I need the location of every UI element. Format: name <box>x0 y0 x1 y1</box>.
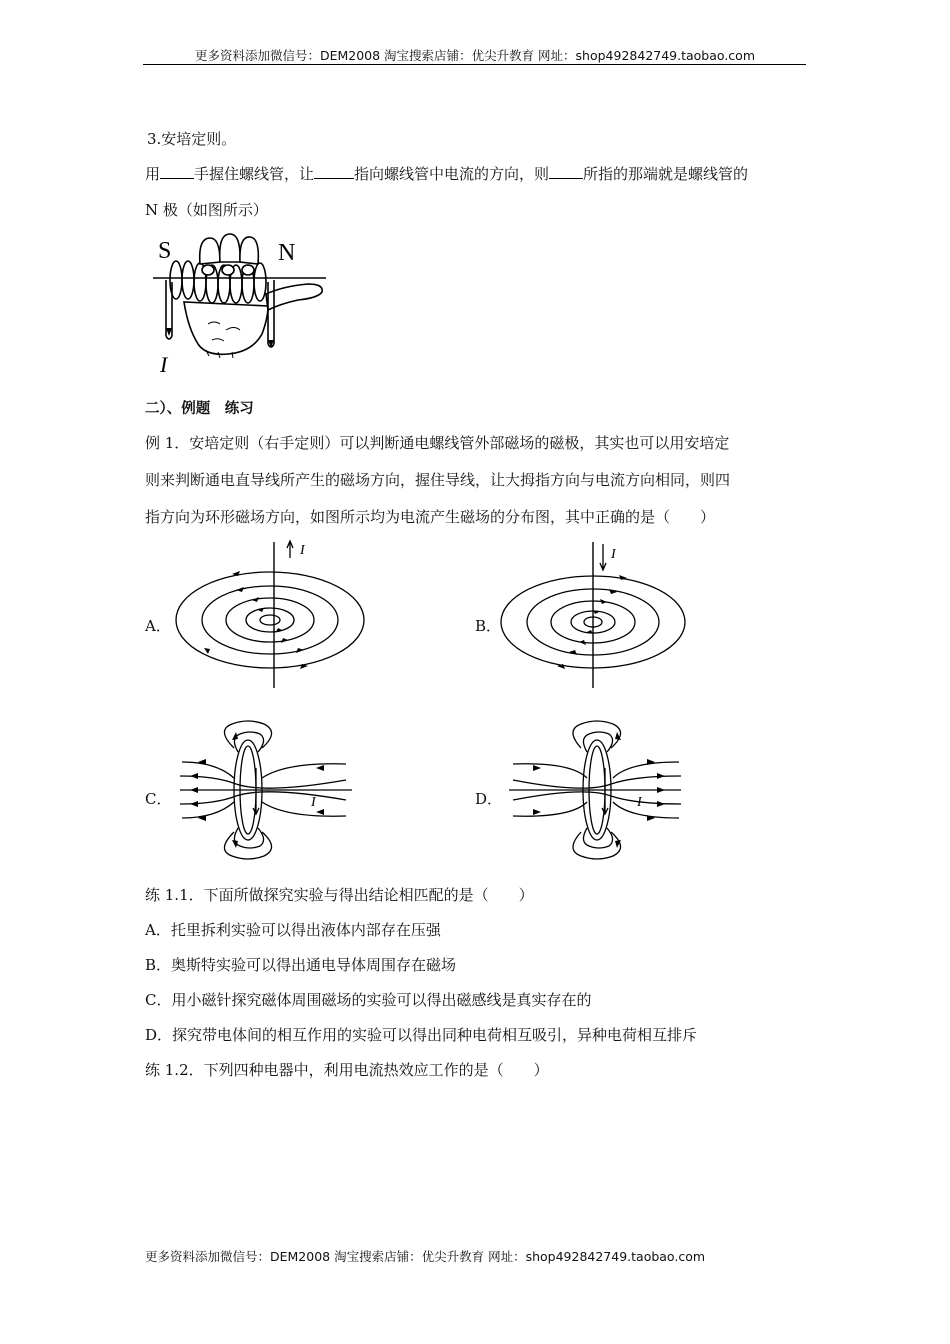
option-c-label[interactable]: C． <box>145 790 172 808</box>
figure-label-n: N <box>278 240 296 266</box>
fill-blank-2[interactable] <box>314 164 354 179</box>
option-d-figure[interactable] <box>505 718 685 860</box>
option-c-figure[interactable] <box>176 718 356 860</box>
option-a-figure[interactable] <box>170 536 370 692</box>
page-footer: 更多资料添加微信号：DEM2008 淘宝搜索店铺：优尖升教育 网址：shop492842749.taobao.com <box>145 1249 706 1264</box>
practice-1-2-stem: 练 1.2．下列四种电器中，利用电流热效应工作的是（ ） <box>145 1061 549 1079</box>
header-divider <box>143 64 806 65</box>
page-header: 更多资料添加微信号：DEM2008 淘宝搜索店铺：优尖升教育 网址：shop492842749.taobao.com <box>194 48 756 63</box>
text-part-2: 手握住螺线管，让 <box>194 165 315 183</box>
practice-1-1-choice-d[interactable]: D．探究带电体间的相互作用的实验可以得出同种电荷相互吸引，异种电荷相互排斥 <box>145 1026 698 1044</box>
option-c-current-label: I <box>311 795 316 810</box>
text-part-1: 用 <box>145 165 161 183</box>
practice-1-1-choice-b[interactable]: B．奥斯特实验可以得出通电导体周围存在磁场 <box>145 956 457 974</box>
practice-1-1-choice-c[interactable]: C．用小磁针探究磁体周围磁场的实验可以得出磁感线是真实存在的 <box>145 991 592 1009</box>
ampere-rule-sentence <box>145 163 748 184</box>
fill-blank-3[interactable] <box>549 164 583 179</box>
example-1-line-3: 指方向为环形磁场方向，如图所示均为电流产生磁场的分布图，其中正确的是（ ） <box>145 508 716 526</box>
option-d-current-label: I <box>637 795 642 810</box>
text-part-4: 所指的那端就是螺线管的 <box>583 165 749 183</box>
option-b-current-label: I <box>611 547 616 562</box>
example-1-line-1: 例 1．安培定则（右手定则）可以判断通电螺线管外部磁场的磁极，其实也可以用安培定 <box>145 434 730 452</box>
option-d-label[interactable]: D． <box>475 790 503 808</box>
section-3-title: 3.安培定则。 <box>147 130 237 148</box>
option-b-figure[interactable] <box>497 536 697 692</box>
option-b-label[interactable]: B． <box>475 617 502 635</box>
ampere-rule-sentence-end: N 极（如图所示） <box>145 201 268 219</box>
practice-1-1-stem: 练 1.1．下面所做探究实验与得出结论相匹配的是（ ） <box>145 886 534 904</box>
practice-1-1-choice-a[interactable]: A．托里拆利实验可以得出液体内部存在压强 <box>145 921 441 939</box>
section-title: 二）、例题 练习 <box>145 401 254 417</box>
right-hand-solenoid-figure <box>148 232 333 380</box>
figure-label-i: I <box>160 352 168 377</box>
figure-label-s: S <box>158 238 172 264</box>
example-1-line-2: 则来判断通电直导线所产生的磁场方向，握住导线，让大拇指方向与电流方向相同，则四 <box>145 471 731 489</box>
option-a-current-label: I <box>300 543 305 558</box>
text-part-3: 指向螺线管中电流的方向，则 <box>354 165 550 183</box>
option-a-label[interactable]: A． <box>145 617 171 635</box>
fill-blank-1[interactable] <box>160 164 194 179</box>
